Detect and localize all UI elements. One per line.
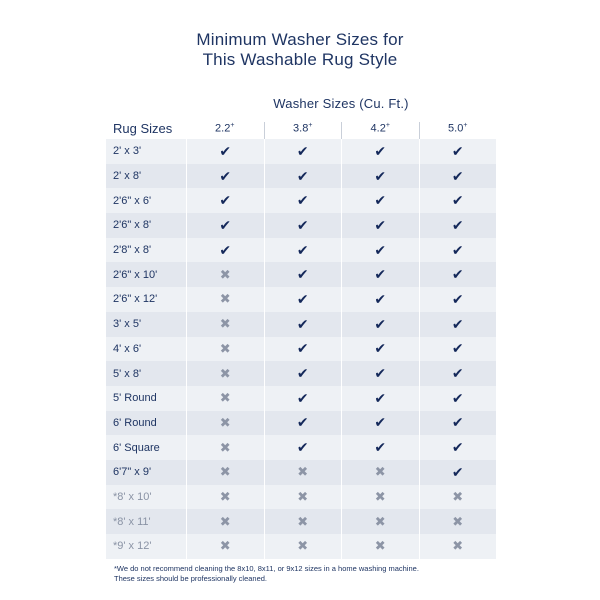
rug-size-label: 6'7" x 9' <box>113 466 152 479</box>
check-icon: ✔ <box>451 241 464 258</box>
check-icon: ✔ <box>451 266 464 283</box>
rug-size-label: 2'6" x 12' <box>113 293 158 306</box>
check-icon: ✔ <box>374 315 387 332</box>
fit-cell <box>186 485 264 510</box>
fit-cell <box>264 312 342 337</box>
fit-cell <box>186 411 264 436</box>
check-icon: ✔ <box>374 216 387 233</box>
fit-cell <box>419 213 497 238</box>
fit-cell <box>419 386 497 411</box>
x-icon: ✖ <box>219 291 231 307</box>
fit-cell <box>341 164 419 189</box>
rug-size-label: *8' x 10' <box>113 490 152 503</box>
check-icon: ✔ <box>374 192 387 209</box>
fit-cell <box>419 435 497 460</box>
check-icon: ✔ <box>451 167 464 184</box>
table-row <box>106 361 496 386</box>
fit-cell <box>264 337 342 362</box>
fit-cell <box>341 213 419 238</box>
page-title <box>0 30 600 70</box>
fit-cell <box>419 262 497 287</box>
table-row <box>106 262 496 287</box>
fit-cell <box>186 509 264 534</box>
washer-size-mark: + <box>308 122 313 130</box>
fit-cell <box>186 188 264 213</box>
check-icon: ✔ <box>296 365 309 382</box>
fit-cell <box>341 287 419 312</box>
check-icon: ✔ <box>296 290 309 307</box>
fit-cell <box>186 386 264 411</box>
washer-size-header-3-8 <box>264 122 342 139</box>
check-icon: ✔ <box>219 216 232 233</box>
check-icon: ✔ <box>219 241 232 258</box>
rug-size-label: 2'6" x 8' <box>113 219 152 232</box>
fit-cell <box>186 435 264 460</box>
fit-cell <box>186 139 264 164</box>
table-row <box>106 164 496 189</box>
footnote <box>114 564 419 584</box>
fit-cell <box>186 213 264 238</box>
table-row <box>106 435 496 460</box>
fit-cell <box>186 312 264 337</box>
check-icon: ✔ <box>296 241 309 258</box>
check-icon: ✔ <box>296 315 309 332</box>
washer-size-header-2-2 <box>186 122 264 139</box>
fit-cell <box>264 534 342 559</box>
table-row <box>106 460 496 485</box>
x-icon: ✖ <box>219 365 231 381</box>
fit-cell <box>419 139 497 164</box>
rug-size-label: 2'6" x 6' <box>113 194 152 207</box>
fit-cell <box>341 509 419 534</box>
fit-cell <box>341 485 419 510</box>
rug-size-label: 2' x 3' <box>113 145 142 158</box>
washer-size-mark: + <box>230 122 235 130</box>
x-icon: ✖ <box>297 513 309 529</box>
fit-cell <box>419 509 497 534</box>
fit-cell <box>186 534 264 559</box>
washer-size-value: 5.0 <box>448 123 464 135</box>
fit-cell <box>341 361 419 386</box>
x-icon: ✖ <box>374 464 386 480</box>
table-row <box>106 485 496 510</box>
fit-cell <box>264 188 342 213</box>
fit-cell <box>186 238 264 263</box>
check-icon: ✔ <box>451 389 464 406</box>
fit-cell <box>186 287 264 312</box>
check-icon: ✔ <box>219 167 232 184</box>
washer-size-mark: + <box>463 122 468 130</box>
fit-cell <box>341 238 419 263</box>
fit-cell <box>341 337 419 362</box>
x-icon: ✖ <box>452 538 464 554</box>
x-icon: ✖ <box>297 538 309 554</box>
fit-cell <box>264 460 342 485</box>
rug-size-label: 6' Square <box>113 441 160 454</box>
footnote-line-1: *We do not recommend cleaning the 8x10, 8x11, or 9x12 sizes in a home washing machine. <box>114 564 419 573</box>
fit-cell <box>419 164 497 189</box>
rug-size-label: 2'6" x 10' <box>113 268 158 281</box>
check-icon: ✔ <box>451 414 464 431</box>
fit-cell <box>264 361 342 386</box>
table-row <box>106 312 496 337</box>
rug-sizes-header: Rug Sizes <box>113 121 173 136</box>
rug-size-label: 5' Round <box>113 392 157 405</box>
check-icon: ✔ <box>451 315 464 332</box>
x-icon: ✖ <box>374 538 386 554</box>
check-icon: ✔ <box>219 142 232 159</box>
x-icon: ✖ <box>219 414 231 430</box>
x-icon: ✖ <box>297 488 309 504</box>
x-icon: ✖ <box>374 488 386 504</box>
washer-size-mark: + <box>385 122 390 130</box>
table-row <box>106 213 496 238</box>
fit-cell <box>419 312 497 337</box>
table-header-row <box>106 115 496 139</box>
check-icon: ✔ <box>296 142 309 159</box>
x-icon: ✖ <box>219 340 231 356</box>
x-icon: ✖ <box>219 266 231 282</box>
check-icon: ✔ <box>451 216 464 233</box>
check-icon: ✔ <box>451 439 464 456</box>
fit-cell <box>419 188 497 213</box>
title-line-1: Minimum Washer Sizes for <box>196 30 404 49</box>
x-icon: ✖ <box>219 538 231 554</box>
fit-cell <box>341 139 419 164</box>
fit-cell <box>186 164 264 189</box>
footnote-line-2: These sizes should be professionally cleaned. <box>114 574 268 583</box>
fit-cell <box>341 411 419 436</box>
check-icon: ✔ <box>296 266 309 283</box>
table-row <box>106 411 496 436</box>
check-icon: ✔ <box>451 365 464 382</box>
table-row <box>106 139 496 164</box>
title-line-2: This Washable Rug Style <box>202 50 398 69</box>
check-icon: ✔ <box>296 439 309 456</box>
fit-cell <box>264 411 342 436</box>
fit-cell <box>341 534 419 559</box>
fit-cell <box>264 435 342 460</box>
fit-cell <box>341 386 419 411</box>
rug-size-label: 4' x 6' <box>113 342 142 355</box>
check-icon: ✔ <box>374 167 387 184</box>
washer-size-value: 2.2 <box>215 123 231 135</box>
check-icon: ✔ <box>296 389 309 406</box>
fit-cell <box>341 460 419 485</box>
fit-cell <box>419 337 497 362</box>
fit-cell <box>264 238 342 263</box>
x-icon: ✖ <box>452 488 464 504</box>
table-row <box>106 238 496 263</box>
rug-size-label: 2'8" x 8' <box>113 244 152 257</box>
rug-size-label: 2' x 8' <box>113 170 142 183</box>
fit-cell <box>264 287 342 312</box>
table-row <box>106 534 496 559</box>
x-icon: ✖ <box>219 316 231 332</box>
table-body <box>106 139 496 559</box>
table-row <box>106 509 496 534</box>
check-icon: ✔ <box>296 167 309 184</box>
check-icon: ✔ <box>374 365 387 382</box>
fit-cell <box>341 262 419 287</box>
x-icon: ✖ <box>219 390 231 406</box>
x-icon: ✖ <box>219 439 231 455</box>
table-row <box>106 287 496 312</box>
rug-size-label: *9' x 12' <box>113 540 152 553</box>
fit-cell <box>186 262 264 287</box>
fit-cell <box>186 361 264 386</box>
fit-cell <box>264 139 342 164</box>
table-row <box>106 337 496 362</box>
x-icon: ✖ <box>219 464 231 480</box>
fit-cell <box>264 485 342 510</box>
x-icon: ✖ <box>374 513 386 529</box>
fit-cell <box>419 460 497 485</box>
fit-cell <box>264 213 342 238</box>
fit-cell <box>419 361 497 386</box>
x-icon: ✖ <box>297 464 309 480</box>
check-icon: ✔ <box>374 414 387 431</box>
check-icon: ✔ <box>374 241 387 258</box>
washer-size-value: 3.8 <box>293 123 309 135</box>
check-icon: ✔ <box>374 142 387 159</box>
fit-cell <box>186 460 264 485</box>
check-icon: ✔ <box>374 266 387 283</box>
check-icon: ✔ <box>451 192 464 209</box>
table-row <box>106 188 496 213</box>
fit-cell <box>341 435 419 460</box>
check-icon: ✔ <box>451 463 464 480</box>
fit-cell <box>419 534 497 559</box>
check-icon: ✔ <box>296 192 309 209</box>
washer-sizes-header: Washer Sizes (Cu. Ft.) <box>273 96 409 111</box>
check-icon: ✔ <box>296 216 309 233</box>
washer-size-table <box>106 115 496 559</box>
washer-size-value: 4.2 <box>370 123 386 135</box>
washer-size-header-5-0 <box>419 122 497 139</box>
fit-cell <box>341 312 419 337</box>
check-icon: ✔ <box>374 439 387 456</box>
check-icon: ✔ <box>374 340 387 357</box>
fit-cell <box>264 262 342 287</box>
x-icon: ✖ <box>452 513 464 529</box>
check-icon: ✔ <box>451 142 464 159</box>
check-icon: ✔ <box>374 290 387 307</box>
check-icon: ✔ <box>296 340 309 357</box>
fit-cell <box>419 287 497 312</box>
fit-cell <box>341 188 419 213</box>
washer-size-header-4-2 <box>341 122 419 139</box>
fit-cell <box>264 509 342 534</box>
rug-size-label: 5' x 8' <box>113 367 142 380</box>
check-icon: ✔ <box>219 192 232 209</box>
rug-size-label: 6' Round <box>113 416 157 429</box>
fit-cell <box>186 337 264 362</box>
x-icon: ✖ <box>219 488 231 504</box>
rug-size-label: 3' x 5' <box>113 318 142 331</box>
fit-cell <box>264 386 342 411</box>
check-icon: ✔ <box>451 340 464 357</box>
x-icon: ✖ <box>219 513 231 529</box>
check-icon: ✔ <box>296 414 309 431</box>
check-icon: ✔ <box>374 389 387 406</box>
fit-cell <box>419 238 497 263</box>
fit-cell <box>264 164 342 189</box>
check-icon: ✔ <box>451 290 464 307</box>
table-row <box>106 386 496 411</box>
rug-size-label: *8' x 11' <box>113 515 151 528</box>
fit-cell <box>419 411 497 436</box>
fit-cell <box>419 485 497 510</box>
